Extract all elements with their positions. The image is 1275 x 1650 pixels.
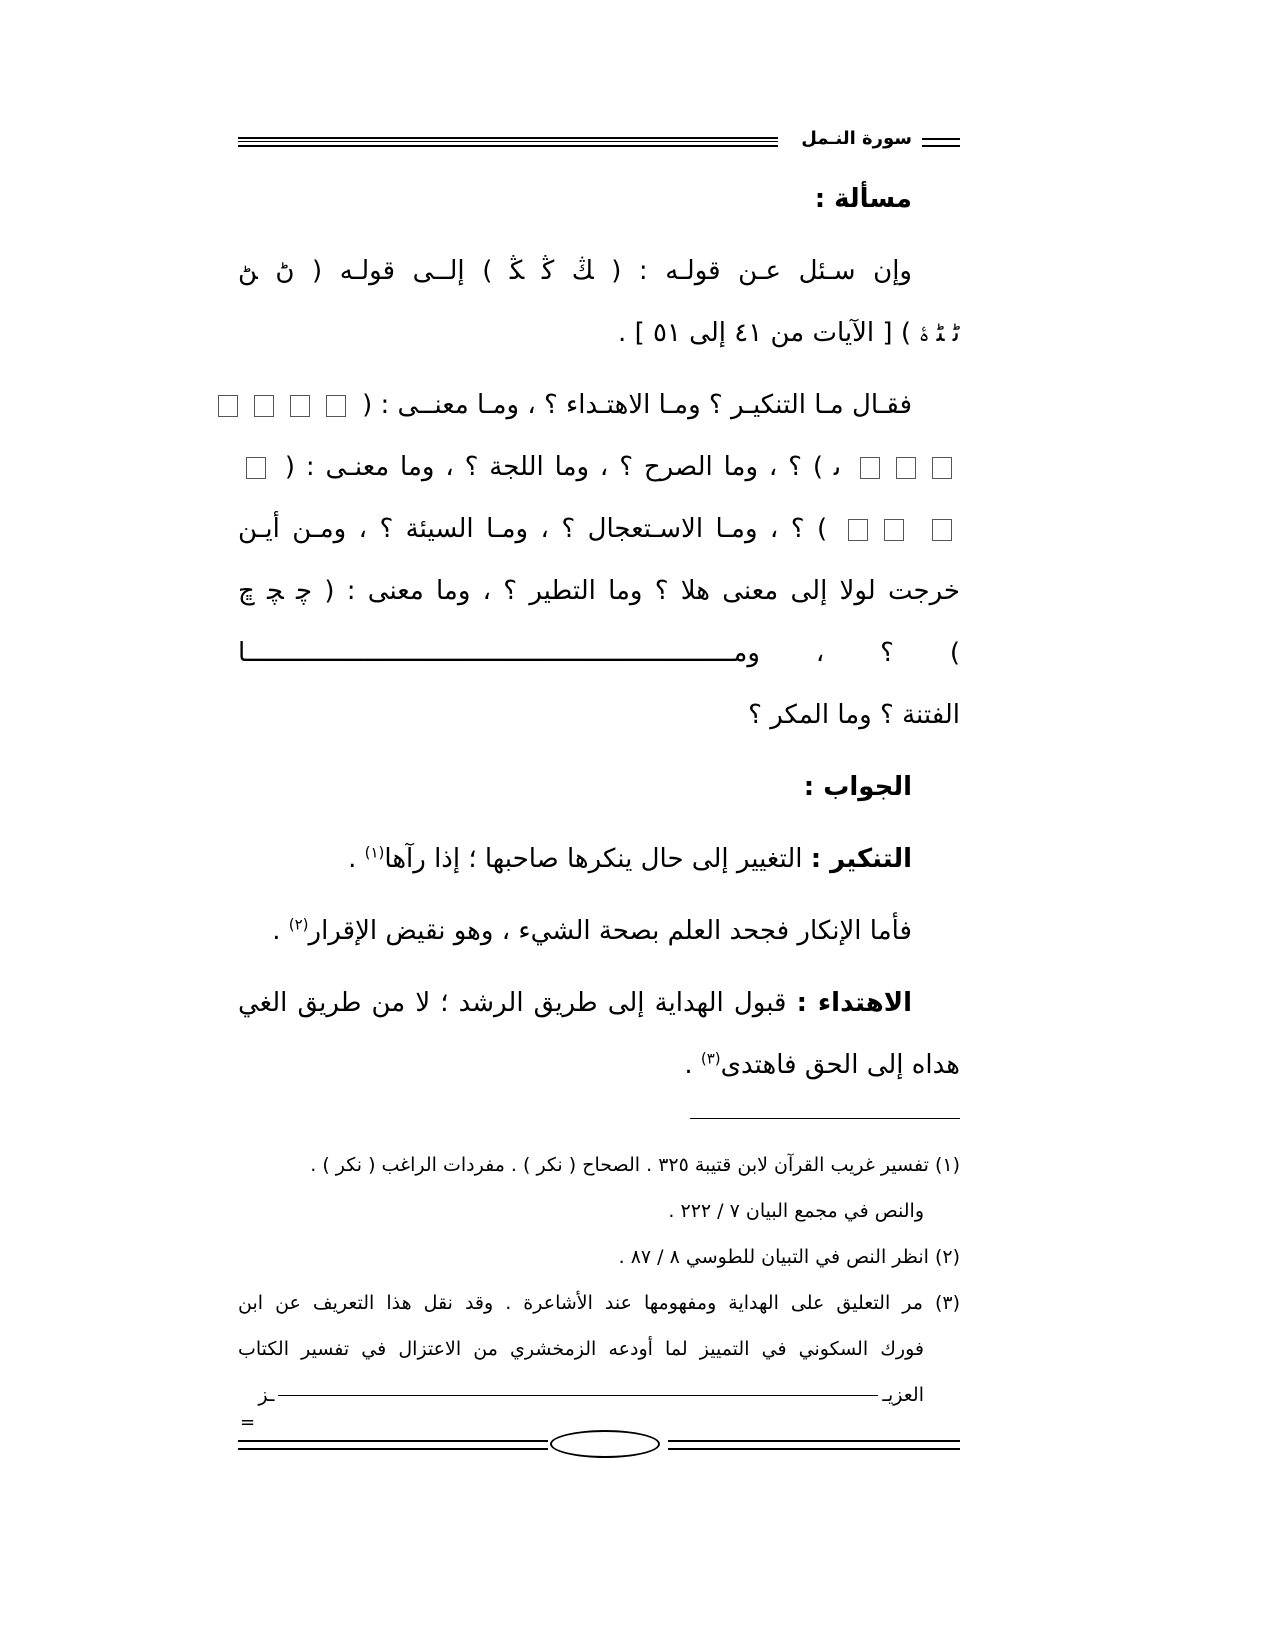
continuation-mark: = [240,1412,256,1433]
footer-rule-left [238,1440,548,1450]
page-number-oval [550,1430,660,1458]
footnotes [238,1142,960,1418]
header-rule-left [238,137,778,147]
answer-line-4: هداه إلى الحق فاهتدى$^{(٣)}$ . [684,1049,960,1080]
header-rule-right [922,138,960,147]
missing-glyph-icon [932,519,952,541]
running-title: سورة النـمل [801,128,912,149]
missing-glyph-icon [848,519,868,541]
term-ihtida: الاهتداء : [796,988,913,1018]
question-heading: مسألة : [814,184,912,214]
answer-heading: الجواب : [803,772,912,802]
answer-line-3-text: قبول الهداية إلى طريق الرشد ؛ لا من طريق الغي [238,988,787,1018]
missing-glyph-icon [896,457,916,479]
missing-glyph-icon [246,457,266,479]
question-line-5 [238,498,960,560]
footnote-3-line-2: فورك السكوني في التمييز لما أودعه الزمخشري من الاعتزال في تفسير الكتاب [238,1338,924,1360]
running-header [238,128,960,158]
question-line-5-text: ) ؟ ، ومـا الاسـتعجال ؟ ، ومـا السيئة ؟ ، ومـن أيـن [238,514,828,544]
page-footer-ornament [238,1430,960,1460]
question-line-6: خرجت لولا إلى معنى هلا ؟ وما التطير ؟ ، وما معنى : ( ﭼ ﭽ ﭾ [238,576,960,606]
question-line-3-text: فقـال مـا التنكيـر ؟ ومـا الاهتـداء ؟ ، ومـا معنــى : ( [362,390,912,420]
answer-line-1-text: التغيير إلى حال ينكرها صاحبها ؛ إذا رآها [384,844,803,874]
question-line-1: وإن سـئل عـن قولـه : ( ﯔ ﯕ ﯖ ) إلــى قولـه ( ﮠ ﮡ [238,256,912,286]
page-body [238,168,960,1096]
footnote-ref-3[interactable]: (٣) [700,1049,721,1068]
missing-glyph-icon [932,457,952,479]
answer-line-2: فأما الإنكار فجحد العلم بصحة الشيء ، وهو نقيض الإقرار$^{(٢)}$ . [272,915,912,946]
missing-glyph-icon [218,395,238,417]
term-tankir: التنكير : [810,844,912,874]
question-line-4 [238,436,960,498]
answer-line-3 [238,972,960,1034]
footnote-3-line-3: العزيــز [258,1384,924,1406]
missing-glyph-icon [254,395,274,417]
footnote-2: (٢) انظر النص في التبيان للطوسي ٨ / ٨٧ . [618,1246,960,1268]
question-line-2: ﮢ ﮣ ﮤ ) [ الآيات من ٤١ إلى ٥١ ] . [618,318,960,348]
footer-rule-right [668,1440,960,1450]
answer-line-2-text: فأما الإنكار فجحد العلم بصحة الشيء ، وهو نقيض الإقرار [308,916,912,946]
question-line-8: الفتنة ؟ وما المكر ؟ [748,700,960,730]
missing-glyph-icon [860,457,880,479]
kashida-rule [278,1395,878,1396]
question-line-7: ) ؟ ، ومــــــــــــــــــــــــــــــــــــــــــــــــــــــــــــــــا [238,638,960,668]
missing-glyph-icon [326,395,346,417]
answer-line-4-text: هداه إلى الحق فاهتدى [720,1050,960,1080]
footnote-ref-1[interactable]: (١) [364,843,385,862]
missing-glyph-icon [884,519,904,541]
missing-glyph-icon [290,395,310,417]
footnote-1-line-1: (١) تفسير غريب القرآن لابن قتيبة ٣٢٥ . الصحاح ( نكر ) . مفردات الراغب ( نكر ) . [310,1154,960,1176]
footnote-1-line-2: والنص في مجمع البيان ٧ / ٢٢٢ . [668,1200,924,1222]
question-line-4-text: ) ؟ ، وما الصرح ؟ ، وما اللجة ؟ ، وما معنـى : ( [284,452,823,482]
footnote-ref-2[interactable]: (٢) [288,915,309,934]
answer-line-1: التنكير : التغيير إلى حال ينكرها صاحبها ؛ إذا رآها$^{(١)}$ . [348,843,912,874]
question-line-3 [238,374,960,436]
question-line-4-glyph: ﯨ [833,452,842,482]
footnote-separator [690,1118,960,1119]
footnote-3-line-1: (٣) مر التعليق على الهداية ومفهومها عند الأشاعرة . وقد نقل هذا التعريف عن ابن [238,1292,960,1314]
